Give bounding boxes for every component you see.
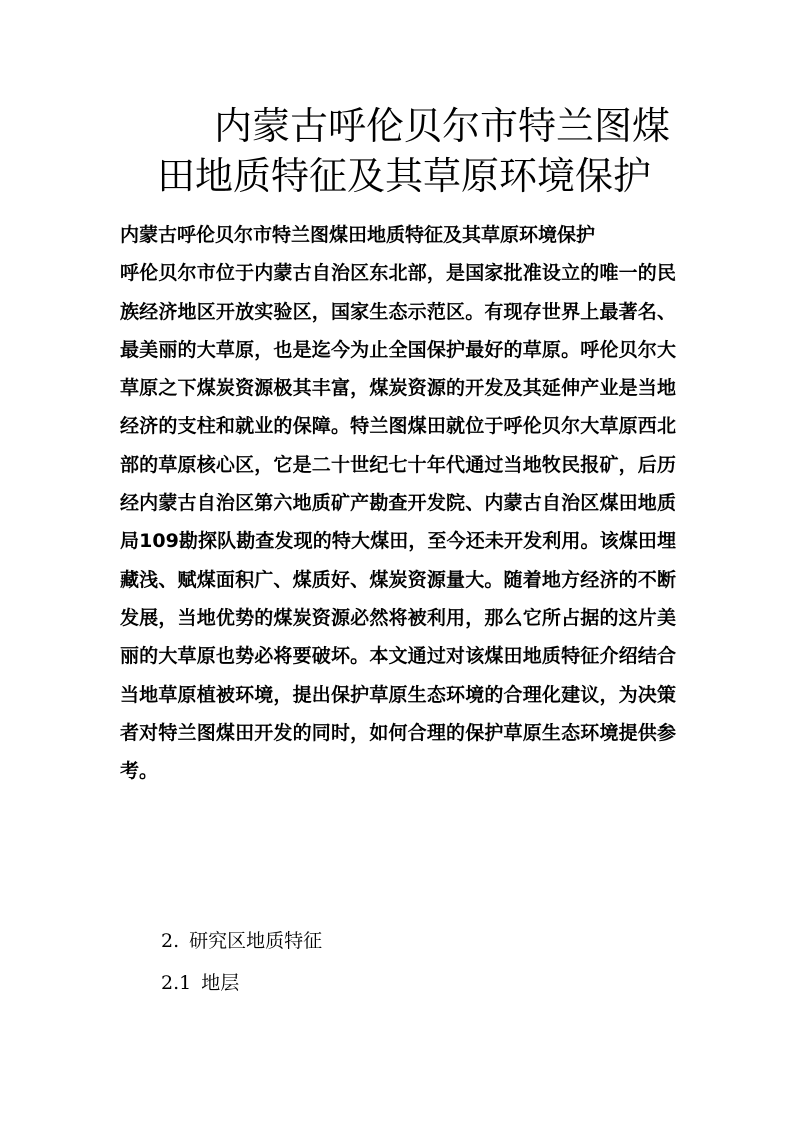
section-2-number: 2. <box>161 930 180 952</box>
section-2-1-number: 2.1 <box>161 972 192 994</box>
section-2-1-heading <box>161 970 239 996</box>
title-line-2: 田地质特征及其草原环境保护 <box>157 154 652 198</box>
section-2-1-title: 地层 <box>201 972 240 994</box>
section-2-heading <box>161 928 322 954</box>
title-line-1: 内蒙古呼伦贝尔市特兰图煤 <box>214 104 671 148</box>
document-subtitle: 内蒙古呼伦贝尔市特兰图煤田地质特征及其草原环境保护 <box>120 224 596 246</box>
body-text <box>120 216 676 790</box>
section-2-title: 研究区地质特征 <box>189 930 323 952</box>
intro-paragraph: 呼伦贝尔市位于内蒙古自治区东北部，是国家批准设立的唯一的民族经济地区开放实验区，国家生态示范区。有现存世界上最著名、最美丽的大草原，也是迄今为止全国保护最好的草原。呼伦贝尔大草原之下煤炭资源极其丰富，煤炭资源的开发及其延伸产业是当地经济的支柱和就业的保障。特兰图煤田就位于呼伦贝尔大草原西北部的草原核心区，它是二十世纪七十年代通过当地牧民报矿，后历经内蒙古自治区第六地质矿产勘查开发院、内蒙古自治区煤田地质局109勘探队勘查发现的特大煤田，至今还未开发利用。该煤田埋藏浅、赋煤面积广、煤质好、煤炭资源量大。随着地方经济的不断发展，当地优势的煤炭资源必然将被利用，那么它所占据的这片美丽的大草原也势必将要破坏。本文通过对该煤田地质特征介绍结合当地草原植被环境，提出保护草原生态环境的合理化建议，为决策者对特兰图煤田开发的同时，如何合理的保护草原生态环境提供参考。 <box>120 262 676 783</box>
